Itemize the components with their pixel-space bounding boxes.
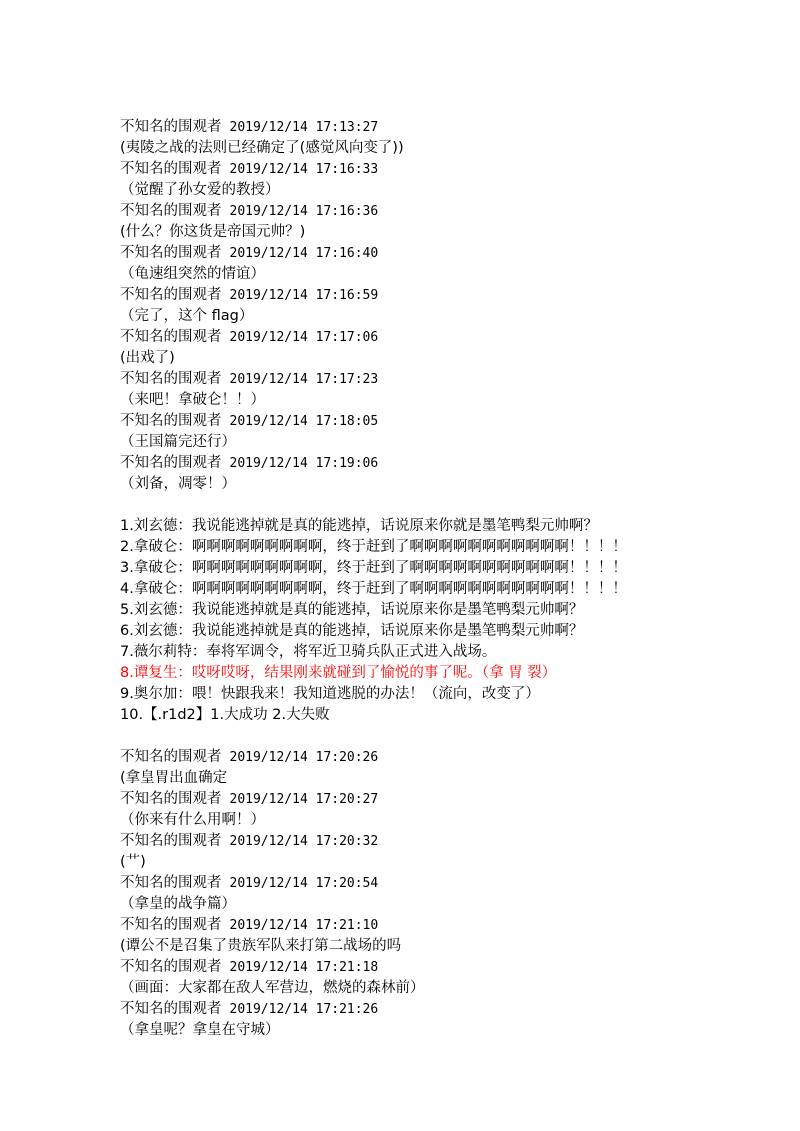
numbered-list: [120, 516, 780, 726]
comment-timestamp: 2019/12/14 17:21:18: [229, 960, 379, 975]
list-item: 5.刘玄德：我说能逃掉就是真的能逃掉，话说原来你是墨笔鸭梨元帅啊？: [120, 602, 584, 618]
comment-text: (夷陵之战的法则已经确定了(感觉风向变了)): [120, 140, 404, 156]
comment-header: [120, 285, 780, 306]
comment-author: 不知名的围观者: [120, 749, 222, 765]
comment-timestamp: 2019/12/14 17:20:54: [229, 876, 379, 891]
comment-text: (什么？你这货是帝国元帅？): [120, 224, 306, 240]
list-item: 1.刘玄德：我说能逃掉就是真的能逃掉，话说原来你就是墨笔鸭梨元帅啊？: [120, 518, 598, 534]
comment-author: 不知名的围观者: [120, 875, 222, 891]
comment-timestamp: 2019/12/14 17:16:33: [229, 162, 379, 177]
comment-author: 不知名的围观者: [120, 959, 222, 975]
comment-text: (拿皇胃出血确定: [120, 770, 228, 786]
comment-timestamp: 2019/12/14 17:20:26: [229, 750, 379, 765]
comment-text: (谭公不是召集了贵族军队来打第二战场的吗: [120, 938, 402, 954]
comment-author: 不知名的围观者: [120, 917, 222, 933]
comment-text: （王国篇完还行）: [120, 434, 236, 450]
document-page: [120, 117, 780, 1041]
comment-header: [120, 453, 780, 474]
comment-timestamp: 2019/12/14 17:21:10: [229, 918, 379, 933]
comment-header: [120, 873, 780, 894]
comment-text: （龟速组突然的情谊）: [120, 266, 265, 282]
comment-author: 不知名的围观者: [120, 371, 222, 387]
comment-text: （觉醒了孙女爱的教授）: [120, 182, 280, 198]
comment-author: 不知名的围观者: [120, 455, 222, 471]
comment-text: (艹): [120, 854, 146, 870]
comment-timestamp: 2019/12/14 17:20:27: [229, 792, 379, 807]
comment-header: [120, 999, 780, 1020]
comment-header: [120, 159, 780, 180]
comment-header: [120, 747, 780, 768]
comment-timestamp: 2019/12/14 17:17:06: [229, 330, 379, 345]
comment-author: 不知名的围观者: [120, 833, 222, 849]
comment-text: （完了，这个 flag）: [120, 308, 254, 324]
list-item: 7.薇尔莉特：奉将军调令，将军近卫骑兵队正式进入战场。: [120, 644, 497, 660]
comment-author: 不知名的围观者: [120, 413, 222, 429]
list-item: 3.拿破仑：啊啊啊啊啊啊啊啊啊，终于赶到了啊啊啊啊啊啊啊啊啊啊啊！！！！: [120, 560, 627, 576]
list-item: 2.拿破仑：啊啊啊啊啊啊啊啊啊，终于赶到了啊啊啊啊啊啊啊啊啊啊啊！！！！: [120, 539, 627, 555]
comment-author: 不知名的围观者: [120, 287, 222, 303]
comment-header: [120, 327, 780, 348]
comment-text: （来吧！拿破仑！！）: [120, 392, 265, 408]
comment-block-1: [120, 117, 780, 495]
comment-text: （拿皇呢？拿皇在守城）: [120, 1022, 280, 1038]
comment-author: 不知名的围观者: [120, 245, 222, 261]
comment-header: [120, 411, 780, 432]
comment-header: [120, 957, 780, 978]
comment-timestamp: 2019/12/14 17:13:27: [229, 120, 379, 135]
comment-text: （刘备，凋零！）: [120, 476, 236, 492]
spacer: [120, 495, 780, 516]
comment-timestamp: 2019/12/14 17:16:59: [229, 288, 379, 303]
comment-text: (出戏了): [120, 350, 175, 366]
list-item: 4.拿破仑：啊啊啊啊啊啊啊啊啊，终于赶到了啊啊啊啊啊啊啊啊啊啊啊！！！！: [120, 581, 627, 597]
comment-timestamp: 2019/12/14 17:21:26: [229, 1002, 379, 1017]
comment-header: [120, 243, 780, 264]
comment-timestamp: 2019/12/14 17:20:32: [229, 834, 379, 849]
list-item: 10.【.r1d2】1.大成功 2.大失败: [120, 707, 330, 723]
comment-text: （画面：大家都在敌人军营边，燃烧的森林前）: [120, 980, 425, 996]
comment-header: [120, 117, 780, 138]
list-item: 6.刘玄德：我说能逃掉就是真的能逃掉，话说原来你是墨笔鸭梨元帅啊？: [120, 623, 584, 639]
comment-header: [120, 369, 780, 390]
comment-author: 不知名的围观者: [120, 329, 222, 345]
comment-timestamp: 2019/12/14 17:16:40: [229, 246, 379, 261]
comment-author: 不知名的围观者: [120, 791, 222, 807]
list-item: 8.谭复生：哎呀哎呀，结果刚来就碰到了愉悦的事了呢。（拿 胃 裂）: [120, 665, 557, 681]
comment-author: 不知名的围观者: [120, 119, 222, 135]
comment-text: （你来有什么用啊！）: [120, 812, 265, 828]
spacer: [120, 726, 780, 747]
comment-block-2: [120, 747, 780, 1041]
comment-header: [120, 789, 780, 810]
comment-timestamp: 2019/12/14 17:18:05: [229, 414, 379, 429]
comment-header: [120, 915, 780, 936]
comment-author: 不知名的围观者: [120, 1001, 222, 1017]
comment-timestamp: 2019/12/14 17:19:06: [229, 456, 379, 471]
list-item: 9.奥尔加：喂！快跟我来！我知道逃脱的办法！（流向，改变了）: [120, 686, 540, 702]
comment-text: （拿皇的战争篇）: [120, 896, 236, 912]
comment-header: [120, 831, 780, 852]
comment-author: 不知名的围观者: [120, 161, 222, 177]
comment-timestamp: 2019/12/14 17:16:36: [229, 204, 379, 219]
comment-author: 不知名的围观者: [120, 203, 222, 219]
comment-header: [120, 201, 780, 222]
comment-timestamp: 2019/12/14 17:17:23: [229, 372, 379, 387]
